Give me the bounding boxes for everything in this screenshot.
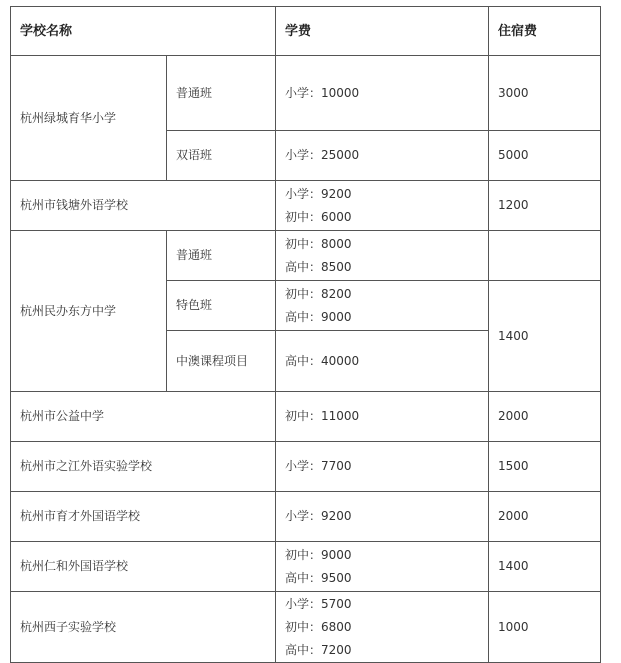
tuition-line: 高中：8500 [285,259,352,274]
tuition-cell [276,231,489,281]
boarding-cell: 2000 [489,392,601,442]
header-school-name: 学校名称 [11,7,276,56]
boarding-cell: 1000 [489,592,601,663]
tuition-cell [276,542,489,592]
class-name-cell: 中澳课程项目 [167,331,276,392]
class-name-cell: 特色班 [167,281,276,331]
boarding-cell-empty [489,231,601,281]
fee-table-container [10,6,601,663]
boarding-cell: 1200 [489,181,601,231]
tuition-line: 初中：8200 [285,286,352,301]
tuition-line: 高中：9000 [285,309,352,324]
tuition-line: 初中：8000 [285,236,352,251]
school-fee-table [10,6,601,663]
tuition-cell [276,131,489,181]
header-tuition: 学费 [276,7,489,56]
class-name-cell: 普通班 [167,231,276,281]
tuition-line: 高中：7200 [285,642,352,657]
class-name-cell: 普通班 [167,56,276,131]
tuition-cell [276,281,489,331]
table-row [11,392,601,442]
boarding-cell: 2000 [489,492,601,542]
table-row [11,181,601,231]
tuition-cell [276,442,489,492]
tuition-line: 初中：9000 [285,547,352,562]
tuition-cell [276,392,489,442]
tuition-line: 小学：25000 [285,148,360,162]
school-name-cell: 杭州民办东方中学 [11,231,167,392]
tuition-line: 初中：6000 [285,209,352,224]
tuition-line: 小学：10000 [285,85,360,100]
boarding-cell: 1400 [489,281,601,392]
school-name-cell: 杭州仁和外国语学校 [11,542,276,592]
table-row [11,56,601,131]
table-row [11,492,601,542]
tuition-line: 小学：9200 [285,509,352,523]
table-row [11,592,601,663]
header-row [11,7,601,56]
tuition-line: 高中：9500 [285,570,352,585]
boarding-cell: 5000 [489,131,601,181]
boarding-cell: 1500 [489,442,601,492]
tuition-cell [276,492,489,542]
tuition-cell [276,592,489,663]
table-row [11,231,601,281]
school-name-cell: 杭州市钱塘外语学校 [11,181,276,231]
tuition-line: 初中：6800 [285,619,352,634]
class-name-cell: 双语班 [167,131,276,181]
school-name-cell: 杭州西子实验学校 [11,592,276,663]
school-name-cell: 杭州市育才外国语学校 [11,492,276,542]
tuition-line: 小学：9200 [285,186,352,201]
school-name-cell: 杭州市公益中学 [11,392,276,442]
tuition-line: 小学：7700 [285,459,352,473]
table-row [11,442,601,492]
tuition-line: 初中：11000 [285,409,360,423]
boarding-cell: 1400 [489,542,601,592]
school-name-cell: 杭州绿城育华小学 [11,56,167,181]
tuition-cell [276,56,489,131]
tuition-line: 高中：40000 [285,353,360,368]
table-row [11,542,601,592]
tuition-cell [276,181,489,231]
school-name-cell: 杭州市之江外语实验学校 [11,442,276,492]
header-boarding: 住宿费 [489,7,601,56]
boarding-cell: 3000 [489,56,601,131]
tuition-line: 小学：5700 [285,596,352,611]
tuition-cell [276,331,489,392]
